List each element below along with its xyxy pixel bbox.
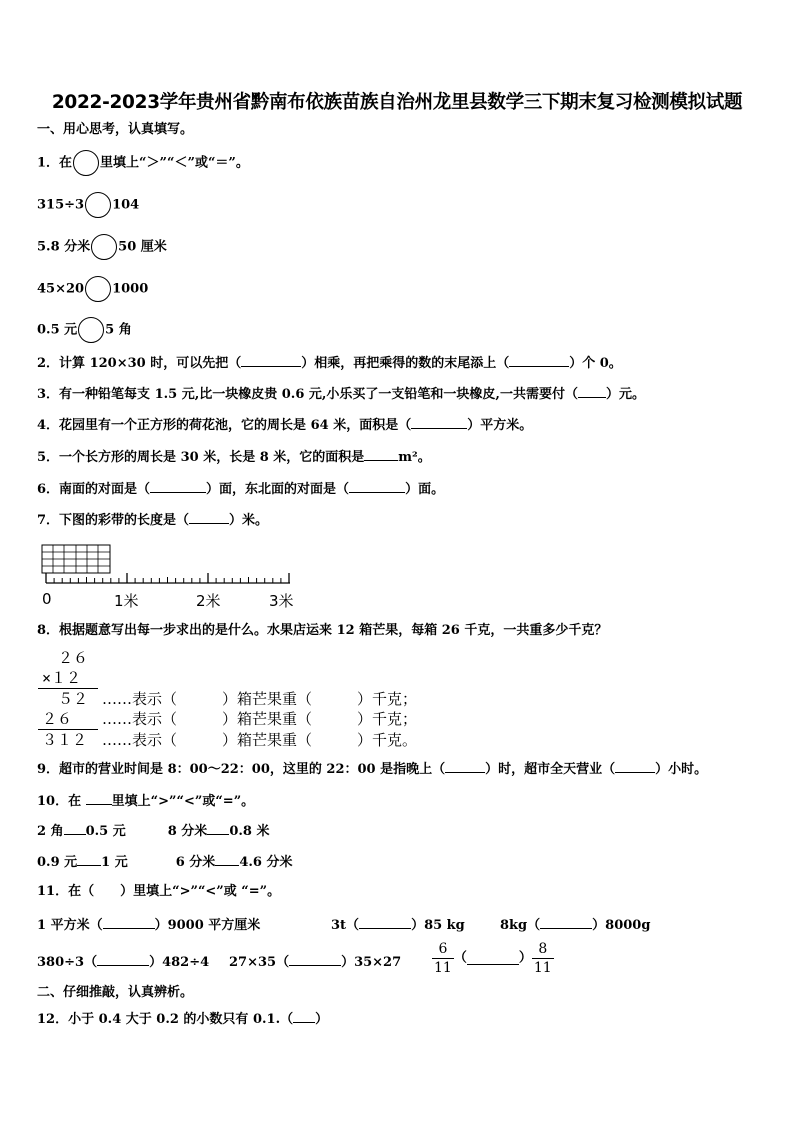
section-heading: 二、仔细推敲，认真辨析。 (37, 985, 194, 1000)
q11-item (37, 916, 260, 934)
calc-explanation: ……表示（ ）箱芒果重（ ）千克； (102, 710, 418, 728)
answer-blank[interactable] (349, 480, 405, 493)
q9-text-c: ）小时。 (655, 762, 708, 777)
q11-text: 3t（ (331, 918, 360, 933)
q2-text-a: 2．计算 120×30 时，可以先把（ (37, 356, 242, 371)
q7-text-b: ）米。 (229, 513, 269, 528)
answer-circle[interactable] (85, 276, 111, 302)
q1-left: 315÷3 (37, 197, 85, 213)
q10-row (37, 853, 292, 871)
question-6 (37, 480, 444, 498)
question-1 (37, 150, 249, 176)
q1-left: 0.5 元 (37, 322, 78, 338)
page-title: 2022-2023学年贵州省黔南布依族苗族自治州龙里县数学三下期末复习检测模拟试题 (51, 92, 743, 113)
q6-text-c: ）面。 (405, 482, 445, 497)
q11-text: 8kg（ (500, 918, 541, 933)
q10-text-a: 10．在 (37, 794, 82, 809)
calc-line: ２６ (42, 710, 73, 728)
q1-row (37, 192, 139, 218)
question-5 (37, 448, 431, 466)
answer-blank[interactable] (86, 792, 112, 805)
answer-blank[interactable] (64, 822, 86, 835)
question-7 (37, 511, 268, 529)
q11-item (37, 953, 209, 971)
q11-text: 27×35（ (229, 955, 290, 970)
question-10 (37, 792, 254, 810)
calc-line: ×１２ (42, 669, 82, 687)
answer-blank[interactable] (189, 511, 229, 524)
answer-blank[interactable] (207, 822, 229, 835)
q10-left: 2 角 (37, 824, 64, 839)
answer-circle[interactable] (85, 192, 111, 218)
q9-text-a: 9．超市的营业时间是 8：00～22：00，这里的 22：00 是指晚上（ (37, 762, 446, 777)
denominator: 11 (434, 960, 452, 976)
answer-blank[interactable] (150, 480, 206, 493)
q11-text: ）85 kg (411, 918, 465, 933)
q11-item (229, 953, 401, 971)
q3-text-b: ）元。 (605, 387, 645, 402)
answer-circle[interactable] (78, 317, 104, 343)
q11-text: 1 平方米（ (37, 918, 103, 933)
calc-line: ２６ (58, 649, 89, 667)
answer-blank[interactable] (467, 952, 519, 965)
q1-row (37, 234, 167, 260)
answer-blank[interactable] (445, 760, 485, 773)
q11-text: ）8000g (592, 918, 651, 933)
q11-text: 380÷3（ (37, 955, 98, 970)
answer-blank[interactable] (293, 1010, 315, 1023)
q10-right: 0.8 米 (229, 824, 270, 839)
q1-row (37, 276, 148, 302)
calc-explanation: ……表示（ ）箱芒果重（ ）千克； (102, 690, 418, 708)
q9-text-b: ）时，超市全天营业（ (485, 762, 616, 777)
q10-row (37, 822, 269, 840)
q11-item (331, 916, 465, 934)
calc-line: ５２ (58, 690, 89, 708)
q10-left: 8 分米 (167, 824, 208, 839)
q12-text-b: ） (315, 1012, 329, 1027)
q10-right: 4.6 分米 (239, 855, 293, 870)
q5-text-b: m²。 (398, 450, 431, 465)
q1-right: 1000 (112, 281, 149, 297)
denominator: 11 (533, 960, 552, 976)
q4-text-a: 4．花园里有一个正方形的荷花池，它的周长是 64 米，面积是（ (37, 418, 412, 433)
q11-text: ）9000 平方厘米 (154, 918, 261, 933)
answer-blank[interactable] (364, 448, 398, 461)
q10-text-b: 里填上“>”“<”或“=”。 (111, 794, 255, 809)
question-2 (37, 354, 622, 372)
question-8: 8．根据题意写出每一步求出的是什么。水果店运来 12 箱芒果，每箱 26 千克，一共重多少千克？ (37, 623, 608, 638)
question-4 (37, 416, 532, 434)
answer-blank[interactable] (77, 853, 101, 866)
q3-text-a: 3．有一种铅笔每支 1.5 元,比一块橡皮贵 0.6 元,小乐买了一支铅笔和一块橡皮,一共需要付（ (37, 387, 578, 402)
fraction (432, 940, 454, 977)
q10-left: 0.9 元 (37, 855, 78, 870)
answer-blank[interactable] (359, 916, 411, 929)
q1-left: 5.8 分米 (37, 239, 91, 255)
q10-right: 1 元 (101, 855, 128, 870)
ruler-ticks (46, 573, 289, 583)
q5-text-a: 5．一个长方形的周长是 30 米，长是 8 米，它的面积是 (37, 450, 365, 465)
q2-text-c: ）个 0。 (569, 356, 622, 371)
answer-circle[interactable] (73, 150, 99, 176)
answer-circle[interactable] (91, 234, 117, 260)
question-11: 11．在（ ）里填上“>”“<”或 “=”。 (37, 884, 281, 899)
answer-blank[interactable] (289, 953, 341, 966)
answer-blank[interactable] (241, 354, 301, 367)
q2-text-b: ）相乘，再把乘得的数的末尾添上（ (301, 356, 510, 371)
answer-blank[interactable] (615, 760, 655, 773)
ruler-label: 1米 (114, 592, 139, 610)
q1-right: 5 角 (105, 322, 132, 338)
answer-blank[interactable] (411, 416, 467, 429)
q11-text: ）35×27 (341, 955, 402, 970)
q1-left: 45×20 (37, 281, 85, 297)
numerator: 6 (432, 940, 454, 959)
q1-prefix: 1．在 (37, 155, 73, 171)
question-12 (37, 1010, 328, 1028)
q1-right: 104 (112, 197, 140, 213)
fraction (532, 940, 554, 977)
ruler-label: 0 (42, 590, 52, 608)
ruler-label: 2米 (196, 592, 221, 610)
answer-blank[interactable] (215, 853, 239, 866)
answer-blank[interactable] (509, 354, 569, 367)
answer-blank[interactable] (578, 385, 606, 398)
ruler-label: 3米 (269, 592, 294, 610)
answer-blank[interactable] (97, 953, 149, 966)
section-heading: 一、用心思考，认真填写。 (37, 122, 194, 137)
ribbon (42, 545, 110, 573)
numerator: 8 (532, 940, 554, 959)
ruler (46, 573, 290, 583)
answer-blank[interactable] (540, 916, 592, 929)
q7-text-a: 7．下图的彩带的长度是（ (37, 513, 190, 528)
q1-right: 50 厘米 (118, 239, 167, 255)
q12-text-a: 12．小于 0.4 大于 0.2 的小数只有 0.1.（ (37, 1012, 294, 1027)
q6-text-a: 6．南面的对面是（ (37, 482, 151, 497)
q11-text: ）482÷4 (149, 955, 210, 970)
q4-text-b: ）平方米。 (467, 418, 533, 433)
q11-fraction-compare: $\frac{6}{11}$ （ ） $\frac{8}{11}$ (434, 941, 552, 976)
question-9 (37, 760, 707, 778)
calc-explanation: ……表示（ ）箱芒果重（ ）千克。 (102, 731, 418, 749)
calc-line: ３１２ (42, 731, 88, 749)
q1-suffix: 里填上“＞”“＜”或“＝”。 (100, 155, 249, 171)
q10-right: 0.5 元 (85, 824, 126, 839)
q6-text-b: ）面，东北面的对面是（ (206, 482, 350, 497)
ribbon-ruler-figure (36, 543, 306, 588)
question-3 (37, 385, 645, 403)
q10-left: 6 分米 (175, 855, 216, 870)
q1-row (37, 317, 132, 343)
q11-item (500, 916, 650, 934)
answer-blank[interactable] (103, 916, 155, 929)
